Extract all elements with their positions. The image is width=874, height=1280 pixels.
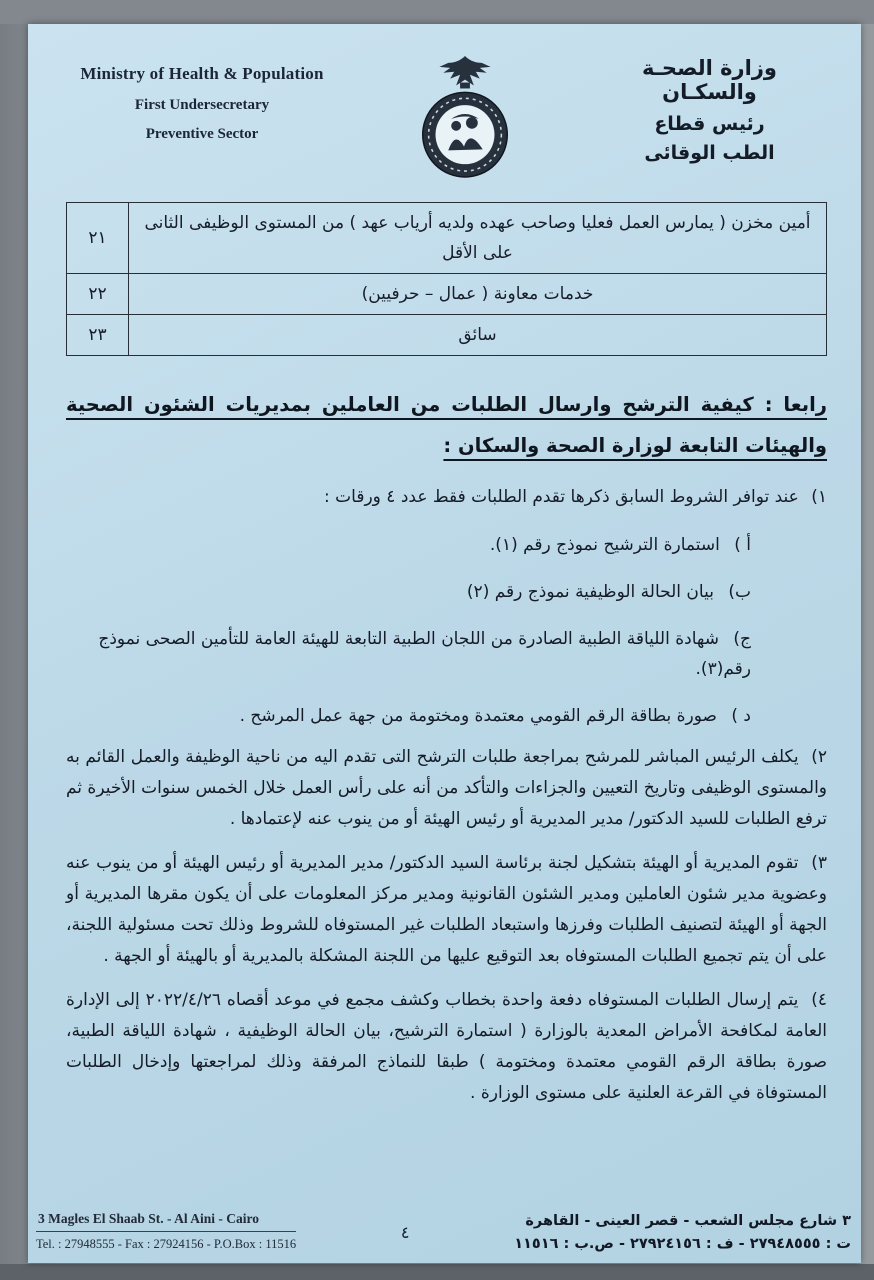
- sector-head-arabic: رئيس قطاع: [654, 113, 765, 135]
- table-row: [67, 203, 827, 274]
- sub-item-text: بيان الحالة الوظيفية نموذج رقم (٢): [466, 582, 714, 602]
- item-marker: ٤): [811, 990, 827, 1010]
- row-number: ٢١: [67, 203, 129, 274]
- sub-item-a: [66, 530, 751, 560]
- letterhead-arabic: [592, 52, 827, 164]
- item-text: عند توافر الشروط السابق ذكرها تقدم الطلبات فقط عدد ٤ ورقات :: [324, 487, 799, 507]
- sub-item-marker: ب): [728, 582, 751, 602]
- list-item-1: [66, 482, 827, 513]
- sub-item-b: [66, 577, 751, 607]
- sub-item-marker: أ ): [734, 535, 751, 555]
- sub-item-marker: د ): [731, 706, 751, 726]
- footer-page-number: ٤: [400, 1223, 410, 1242]
- item-text: يتم إرسال الطلبات المستوفاه دفعة واحدة بخطاب وكشف مجمع في موعد أقصاه ٢٠٢٢/٤/٢٦ إلى الإدارة العامة لمكافحة الأمراض المعدية بالوزارة ( استمارة الترشيح، بيان الحالة الوظيفية ، شهادة اللياقة الطبية، صورة بطاقة الرقم القومي معتمدة ومختومة ) طبقا للنماذج المرفقة وذلك لمراجعتها وإدخال الطلبات المستوفاة في القرعة العلنية على مستوى الوزارة .: [66, 990, 827, 1103]
- footer-english-contact: Tel. : 27948555 - Fax : 27924156 - P.O.Box : 11516: [36, 1231, 296, 1252]
- footer-arabic: [514, 1213, 851, 1252]
- footer-english: [36, 1211, 296, 1252]
- item-marker: ١): [811, 487, 827, 507]
- row-text: أمين مخزن ( يمارس العمل فعليا وصاحب عهده ولديه أرياب عهد ) من المستوى الوظيفى الثانى على الأقل: [129, 203, 827, 274]
- list-item-3: [66, 848, 827, 972]
- sub-item-marker: ج): [733, 629, 751, 649]
- letterhead: [66, 52, 827, 180]
- section-heading: رابعا : كيفية الترشح وارسال الطلبات من العاملين بمديريات الشئون الصحية والهيئات التابعة لوزارة الصحة والسكان :: [66, 393, 827, 457]
- sub-item-text: صورة بطاقة الرقم القومي معتمدة ومختومة من جهة عمل المرشح .: [239, 706, 717, 726]
- sub-item-text: شهادة اللياقة الطبية الصادرة من اللجان الطبية التابعة للهيئة العامة للتأمين الصحى نموذج رقم(٣).: [98, 629, 751, 679]
- row-number: ٢٢: [67, 274, 129, 315]
- list-item-4: [66, 985, 827, 1109]
- sub-item-c: [66, 624, 751, 684]
- item-text: يكلف الرئيس المباشر للمرشح بمراجعة طلبات الترشح التى تقدم اليه من ناحية الوظيفة والعمل القائم به والمستوى الوظيفى وتاريخ التعيين والجزاءات والتأكد من أنه على رأس العمل خلال الخمس سنوات الأخيرة ثم ترفع الطلبات للسيد الدكتور/ مدير المديرية أو رئيس الهيئة أو من ينوب عنه لإعتمادها .: [65, 747, 827, 829]
- ministry-name-english: Ministry of Health & Population: [80, 64, 324, 83]
- scan-edge-bottom: [0, 1264, 874, 1280]
- table-row: [67, 315, 827, 356]
- list-item-2: [66, 742, 827, 835]
- scan-edge-top: [0, 0, 874, 24]
- preventive-medicine-arabic: الطب الوقائى: [644, 142, 775, 164]
- sector-english: Preventive Sector: [145, 126, 259, 142]
- document-content: [28, 24, 861, 1263]
- document-page: [28, 24, 861, 1263]
- ministry-emblem-icon: [338, 52, 592, 180]
- item-marker: ٢): [811, 747, 828, 767]
- footer-arabic-contact: ت : ٢٧٩٤٨٥٥٥ - ف : ٢٧٩٢٤١٥٦ - ص.ب : ١١٥١٦: [514, 1236, 851, 1252]
- footer-arabic-address: ٣ شارع مجلس الشعب - قصر العينى - القاهرة: [525, 1213, 851, 1229]
- positions-table: [66, 202, 827, 356]
- letterhead-english: [66, 52, 338, 143]
- item-marker: ٣): [811, 853, 827, 873]
- row-text: سائق: [129, 315, 827, 356]
- table-row: [67, 274, 827, 315]
- ministry-name-arabic: وزارة الصحـة والسكـان: [642, 56, 777, 104]
- sub-item-d: [66, 701, 751, 731]
- sub-items: [66, 530, 827, 731]
- requirements-list: [66, 482, 827, 1109]
- sub-item-text: استمارة الترشيح نموذج رقم (١).: [489, 535, 720, 555]
- undersecretary-english: First Undersecretary: [134, 97, 270, 113]
- item-text: تقوم المديرية أو الهيئة بتشكيل لجنة برئاسة السيد الدكتور/ مدير المديرية أو رئيس الهيئة أو من ينوب عنه وعضوية مدير شئون العاملين ومدير الشئون القانونية ومدير مركز المعلومات على أن يكون مقرها المديرية أو الجهة أو الهيئة لتصنيف الطلبات وفرزها واستبعاد الطلبات غير المستوفاه للشروط وذلك تحت مسئولية اللجنة، على أن يتم تجميع الطلبات المستوفاه بعد التوقيع عليها من اللجنة المشكلة بالمديرية أو بالهيئة أو الجهة .: [66, 853, 827, 966]
- footer-english-address: 3 Magles El Shaab St. - Al Aini - Cairo: [38, 1211, 260, 1226]
- row-number: ٢٣: [67, 315, 129, 356]
- footer: [36, 1211, 851, 1252]
- row-text: خدمات معاونة ( عمال – حرفيين): [129, 274, 827, 315]
